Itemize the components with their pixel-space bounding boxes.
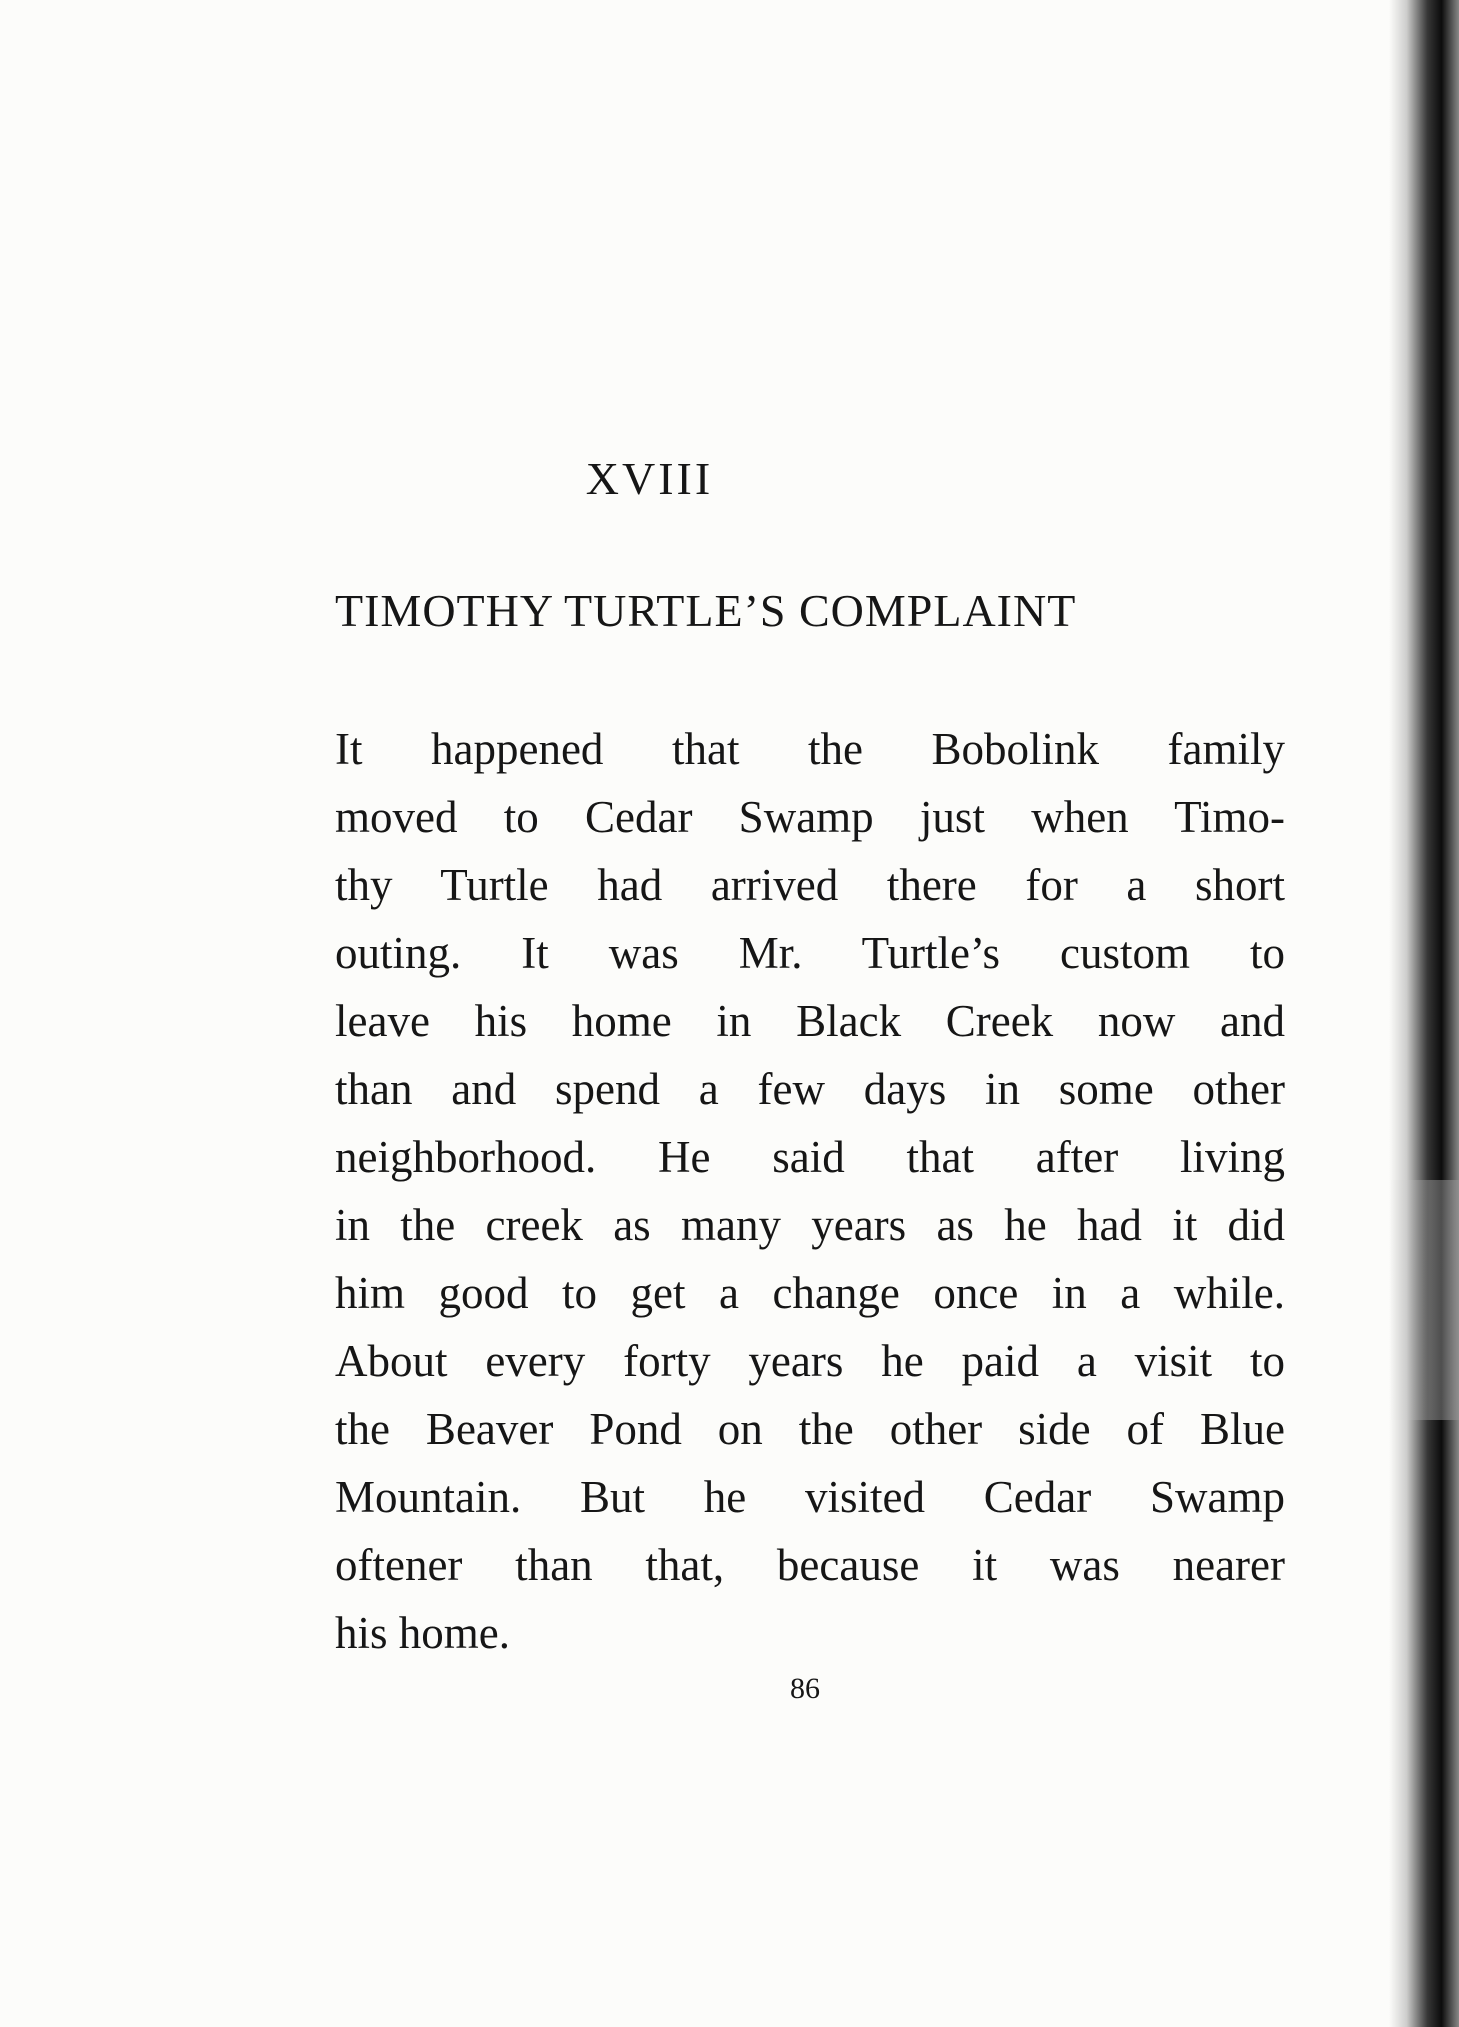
body-line: thy Turtle had arrived there for a short — [335, 860, 1285, 910]
body-line: It happened that the Bobolink family — [335, 724, 1285, 774]
body-line: neighborhood. He said that after living — [335, 1132, 1285, 1182]
body-line: About every forty years he paid a visit to — [335, 1336, 1285, 1386]
body-line: the Beaver Pond on the other side of Blue — [335, 1404, 1285, 1454]
chapter-title: TIMOTHY TURTLE’S COMPLAINT — [335, 585, 1077, 636]
body-line: outing. It was Mr. Turtle’s custom to — [335, 928, 1285, 978]
body-line: him good to get a change once in a while. — [335, 1268, 1285, 1318]
body-line: leave his home in Black Creek now and — [335, 996, 1285, 1046]
body-line: in the creek as many years as he had it did — [335, 1200, 1285, 1250]
body-line: his home. — [335, 1608, 510, 1658]
page-number: 86 — [790, 1672, 820, 1705]
body-line: than and spend a few days in some other — [335, 1064, 1285, 1114]
binding-shadow — [1389, 0, 1459, 2027]
binding-shadow-gap — [1389, 1180, 1459, 1420]
body-line: moved to Cedar Swamp just when Timo- — [335, 792, 1285, 842]
chapter-number: XVIII — [585, 453, 714, 504]
body-line: oftener than that, because it was nearer — [335, 1540, 1285, 1590]
chapter-body — [335, 715, 1285, 1667]
body-line: Mountain. But he visited Cedar Swamp — [335, 1472, 1285, 1522]
